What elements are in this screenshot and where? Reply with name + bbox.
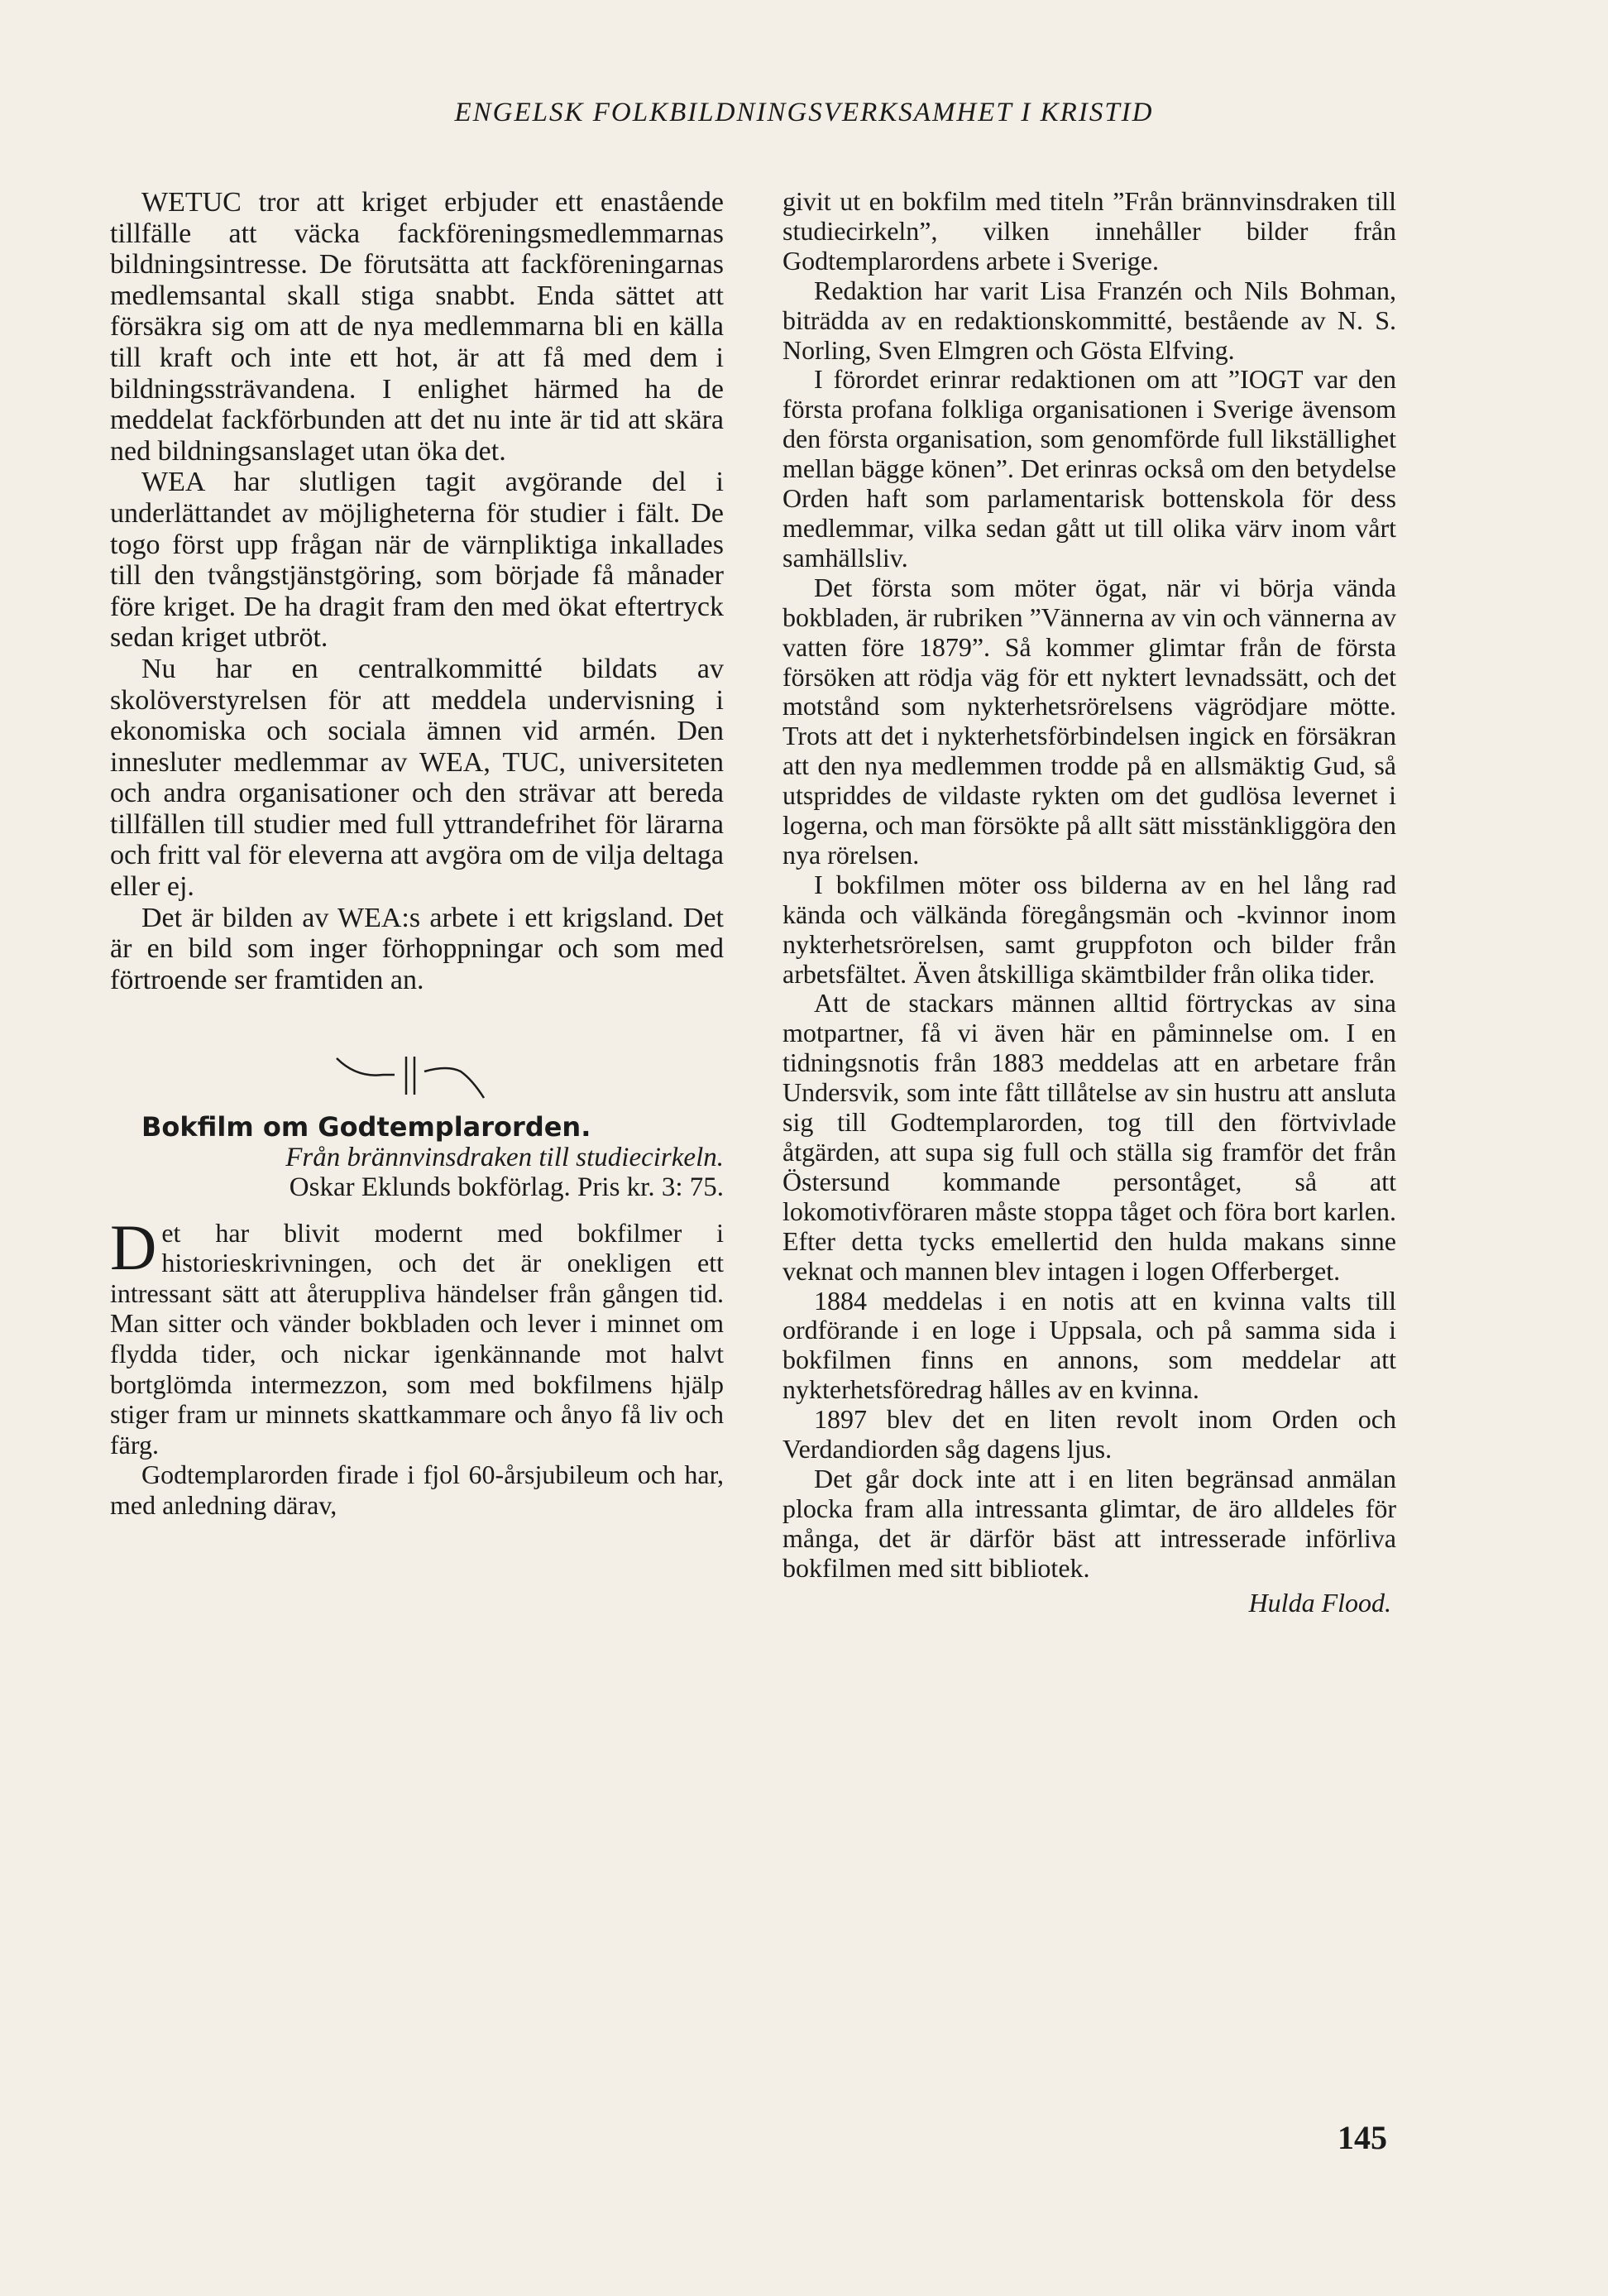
- paragraph: Det går dock inte att i en liten begränsad anmälan plocka fram alla intressanta glimtar, de äro alldeles för många, det är därför bäst att intresserade införliva bokfilmen med sitt bibliotek.: [782, 1463, 1396, 1583]
- paragraph: I förordet erinrar redaktionen om att ”IOGT var den första profana folkliga organisationen i Sverige ävensom den första organisation, som genomförde full likställighet mellan bägge könen”. Det erinras också om den betydelse Orden haft som parlamentarisk bottenskola för dess medlemmar, vilka sedan gått ut till olika värv inom vårt samhällsliv.: [782, 364, 1396, 573]
- book-title: Från brännvinsdraken till studiecirkeln.: [285, 1142, 724, 1172]
- section-divider-ornament: [332, 1047, 514, 1105]
- paragraph: Att de stackars männen alltid förtryckas av sina motpartner, få vi även här en påminnelse om. I en tidningsnotis från 1883 meddelas att en arbetare från Undersvik, som inte fått tillåtelse av sin hustru att ansluta sig till Godtemplarorden, tog till den förtvivlade åtgärden, att supa sig full och ställa sig framför det från Östersund kommande persontåget, så att lokomotivföraren måste stoppa tåget och föra bort karlen. Efter detta tycks emellertid den hulda makans sinne veknat och mannen blev intagen i logen Offerberget.: [782, 988, 1396, 1286]
- review-first-paragraph: [110, 1210, 724, 1460]
- left-column: [110, 187, 724, 1521]
- review-citation: [275, 1143, 724, 1203]
- drop-cap: D: [110, 1210, 157, 1283]
- paragraph-text: et har blivit modernt med bokfilmer i historieskrivningen, och det är onekligen ett intressant sätt att återuppliva händelser från gången tid. Man sitter och vänder bokbladen och lever i minnet om flydda tider, och nickar igenkännande mot halvt bortglömda intermezzon, som med bokfilmens hjälp stiger fram ur minnets skattkammare och ånyo få liv och färg.: [110, 1217, 724, 1460]
- running-title: ENGELSK FOLKBILDNINGSVERKSAMHET I KRISTID: [454, 98, 1154, 127]
- review-heading: Bokfilm om Godtemplarorden.: [141, 1111, 591, 1143]
- paragraph: 1897 blev det en liten revolt inom Orden och Verdandiorden såg dagens ljus.: [782, 1404, 1396, 1464]
- page-number: 145: [1338, 2119, 1387, 2156]
- book-review: [110, 1112, 724, 1521]
- author-signature: Hulda Flood.: [1248, 1587, 1391, 1618]
- paragraph: I bokfilmen möter oss bilderna av en hel lång rad kända och välkända föregångsmän och -kvinnor inom nykterhetsrörelsen, samt gruppfoton och bilder från arbetsfältet. Även åtskilliga skämtbilder från olika tider.: [782, 869, 1396, 989]
- paragraph: WETUC tror att kriget erbjuder ett enastående tillfälle att väcka fackföreningsmedlemmarnas bildningsintresse. De förutsätta att fackföreningarnas medlemsantal skall stiga snabbt. Enda sättet att försäkra sig om att de nya medlemmarna bli en källa till kraft och inte ett hot, är att få med dem i bildningssträvandena. I enlighet härmed ha de meddelat fackförbunden att det nu inte är tid att skära ned bildningsanslaget utan öka det.: [110, 187, 724, 467]
- paragraph: WEA har slutligen tagit avgörande del i underlättandet av möjligheterna för studier i fält. De togo först upp frågan när de värnpliktiga inkallades till den tvångstjänstgöring, som började få månader före kriget. De ha dragit fram den med ökat eftertryck sedan kriget utbröt.: [110, 467, 724, 654]
- paragraph: 1884 meddelas i en notis att en kvinna valts till ordförande i en loge i Uppsala, och på samma sida i bokfilmen finns en annons, som meddelar att nykterhetsföredrag hålles av en kvinna.: [782, 1285, 1396, 1405]
- book-publisher: Oskar Eklunds bokförlag. Pris kr. 3: 75.: [289, 1172, 724, 1203]
- paragraph: Det första som möter ögat, när vi börja vända bokbladen, är rubriken ”Vännerna av vin och vännerna av vatten före 1879”. Så kommer glimtar från de första försöken att rödja väg för ett nyktert levnadssätt, och det motstånd som nykterhetsrörelsens vägrödjare mötte. Trots att det i nykterhetsförbindelsen ingick en försäkran att den nya medlemmen trodde på en allsmäktig Gud, så utspriddes de vildaste rykten om det gudlösa levernet i logerna, och man försökte på allt sätt misstänkliggöra den nya rörelsen.: [782, 572, 1396, 870]
- paragraph: Redaktion har varit Lisa Franzén och Nils Bohman, biträdda av en redaktionskommitté, bestående av N. S. Norling, Sven Elmgren och Gösta Elfving.: [782, 275, 1396, 365]
- right-column: [782, 187, 1396, 1618]
- paragraph: Nu har en centralkommitté bildats av skolöverstyrelsen för att meddela undervisning i ekonomiska och sociala ämnen vid armén. Den innesluter medlemmar av WEA, TUC, universiteten och andra organisationer och den strävar att bereda tillfällen till studier med full yttrandefrihet för lärarna och fritt val för eleverna att avgöra om de vilja deltaga eller ej.: [110, 653, 725, 903]
- paragraph-continuation: givit ut en bokfilm med titeln ”Från brännvinsdraken till studiecirkeln”, vilken innehåller bilder från Godtemplarordens arbete i Sverige.: [782, 186, 1396, 276]
- paragraph: Godtemplarorden firade i fjol 60-årsjubileum och har, med anledning därav,: [110, 1460, 724, 1520]
- paragraph: Det är bilden av WEA:s arbete i ett krigsland. Det är en bild som inger förhoppningar och som med förtroende ser framtiden an.: [110, 902, 724, 995]
